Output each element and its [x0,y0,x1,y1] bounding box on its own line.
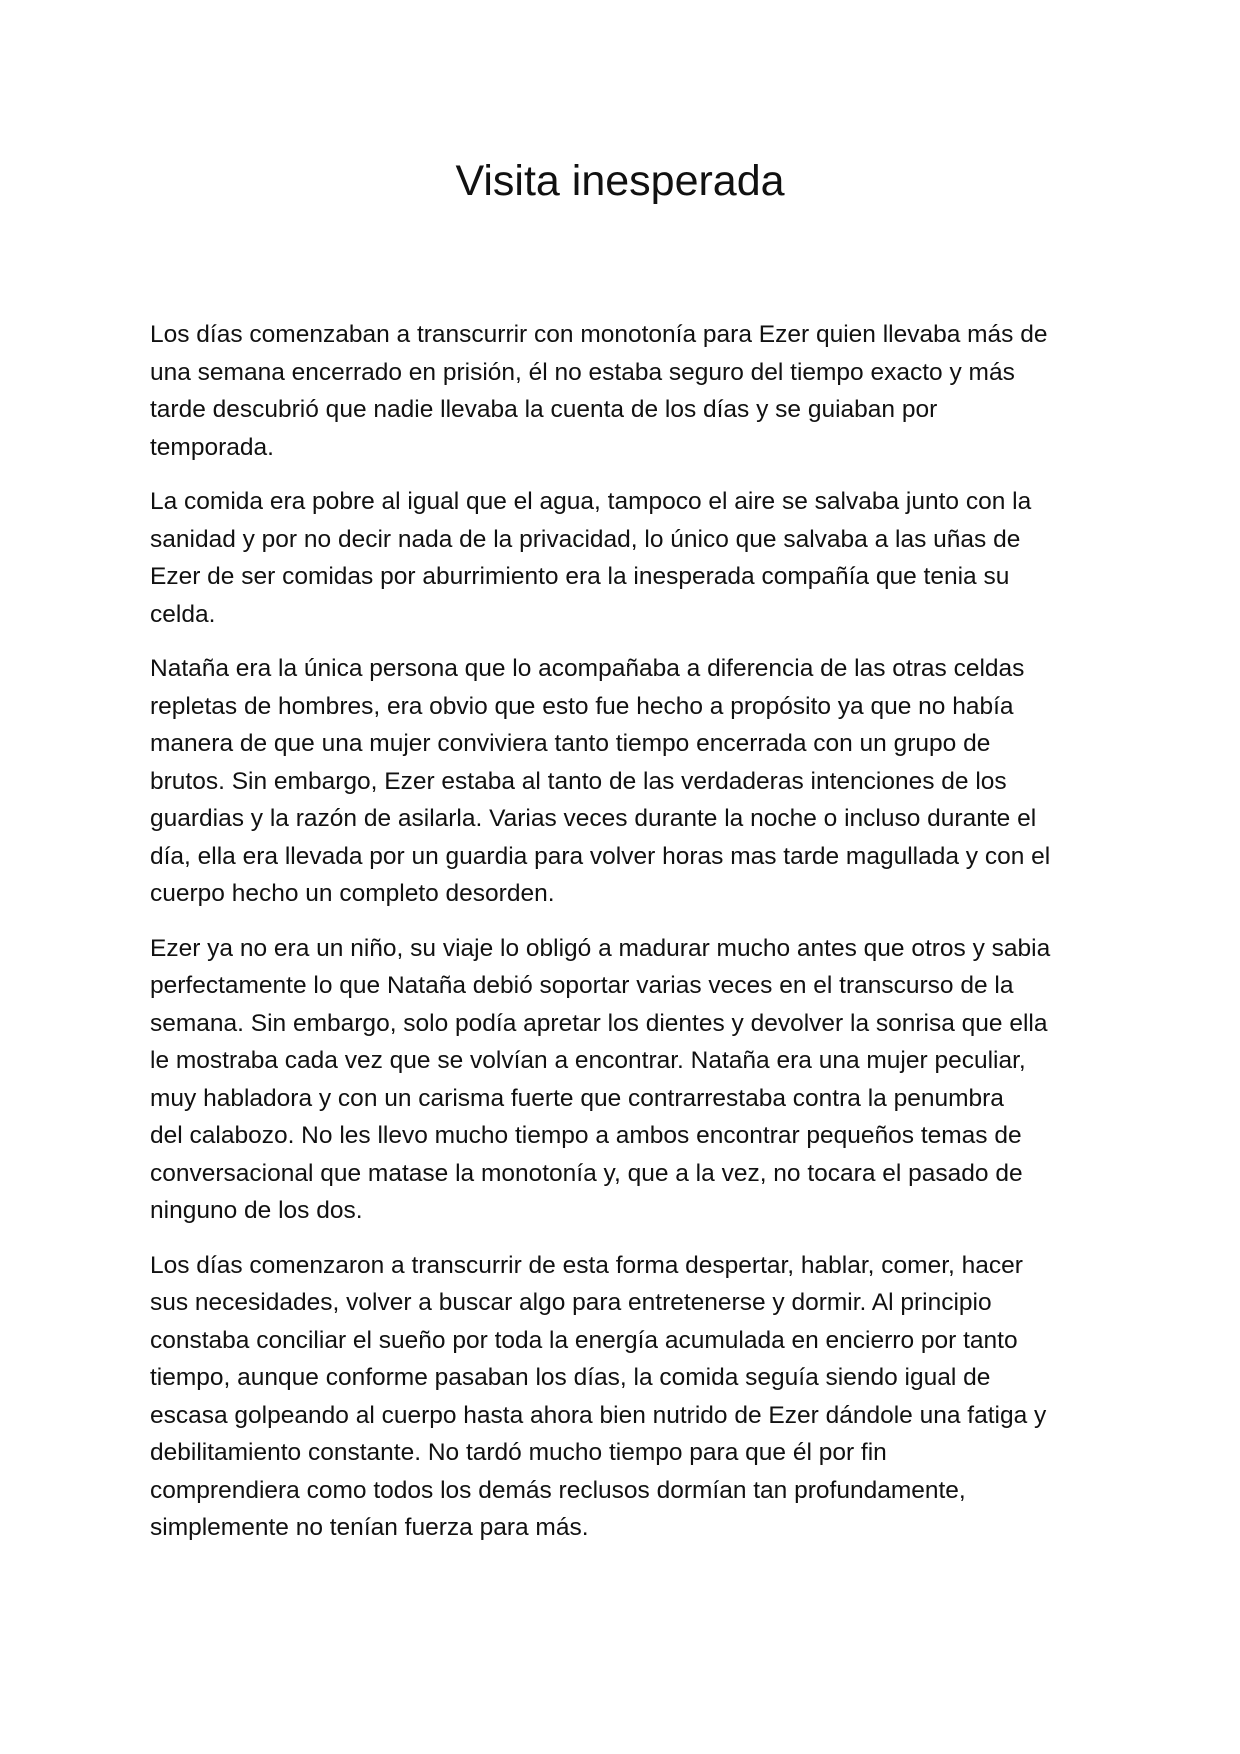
paragraph-line: constaba conciliar el sueño por toda la energía acumulada en encierro por tanto [150,1326,1018,1354]
paragraph-line: celda. [150,600,216,628]
paragraph-line: muy habladora y con un carisma fuerte que contrarrestaba contra la penumbra [150,1084,1004,1112]
paragraph-3 [150,650,1090,913]
paragraph-line: repletas de hombres, era obvio que esto fue hecho a propósito ya que no había [150,692,1014,720]
paragraph-line: debilitamiento constante. No tardó mucho tiempo para que él por fin [150,1439,887,1466]
paragraph-line: conversacional que matase la monotonía y, que a la vez, no tocara el pasado de [150,1159,1023,1187]
paragraph-line: cuerpo hecho un completo desorden. [150,880,555,907]
paragraph-line: La comida era pobre al igual que el agua, tampoco el aire se salvaba junto con la [150,488,1032,515]
paragraph-line: tiempo, aunque conforme pasaban los días, la comida seguía siendo igual de [150,1364,991,1391]
paragraph-line: temporada. [150,433,274,461]
paragraph-line: una semana encerrado en prisión, él no estaba seguro del tiempo exacto y más [150,358,1015,386]
paragraph-line: ninguno de los dos. [150,1197,363,1224]
paragraph-line: Ezer ya no era un niño, su viaje lo obligó a madurar mucho antes que otros y sabia [150,934,1051,962]
paragraph-line: brutos. Sin embargo, Ezer estaba al tanto de las verdaderas intenciones de los [150,767,1007,795]
paragraph-line: semana. Sin embargo, solo podía apretar los dientes y devolver la sonrisa que ella [150,1009,1048,1037]
paragraph-line: día, ella era llevada por un guardia para volver horas mas tarde magullada y con el [150,842,1051,870]
paragraph-line: Nataña era la única persona que lo acompañaba a diferencia de las otras celdas [150,655,1025,682]
paragraph-line: del calabozo. No les llevo mucho tiempo a ambos encontrar pequeños temas de [150,1122,1022,1149]
paragraph-line: manera de que una mujer conviviera tanto tiempo encerrada con un grupo de [150,730,991,757]
paragraph-line: sus necesidades, volver a buscar algo para entretenerse y dormir. Al principio [150,1289,992,1316]
paragraph-line: Los días comenzaron a transcurrir de esta forma despertar, hablar, comer, hacer [150,1251,1023,1279]
paragraph-line: escasa golpeando al cuerpo hasta ahora bien nutrido de Ezer dándole una fatiga y [150,1401,1047,1429]
document-body [150,316,1090,1564]
page-title: Visita inesperada [455,157,785,205]
paragraph-5 [150,1247,1090,1547]
paragraph-line: guardias y la razón de asilarla. Varias veces durante la noche o incluso durante el [150,805,1037,832]
paragraph-line: Los días comenzaban a transcurrir con monotonía para Ezer quien llevaba más de [150,321,1048,348]
paragraph-line: tarde descubrió que nadie llevaba la cuenta de los días y se guiaban por [150,396,938,423]
paragraph-4 [150,930,1090,1230]
paragraph-line: le mostraba cada vez que se volvían a encontrar. Nataña era una mujer peculiar, [150,1047,1026,1074]
paragraph-line: simplemente no tenían fuerza para más. [150,1514,589,1541]
paragraph-1 [150,316,1090,466]
paragraph-2 [150,483,1090,633]
paragraph-line: perfectamente lo que Nataña debió soportar varias veces en el transcurso de la [150,972,1014,999]
paragraph-line: Ezer de ser comidas por aburrimiento era la inesperada compañía que tenia su [150,563,1010,590]
paragraph-line: comprendiera como todos los demás reclusos dormían tan profundamente, [150,1476,966,1504]
paragraph-line: sanidad y por no decir nada de la privacidad, lo único que salvaba a las uñas de [150,525,1021,553]
